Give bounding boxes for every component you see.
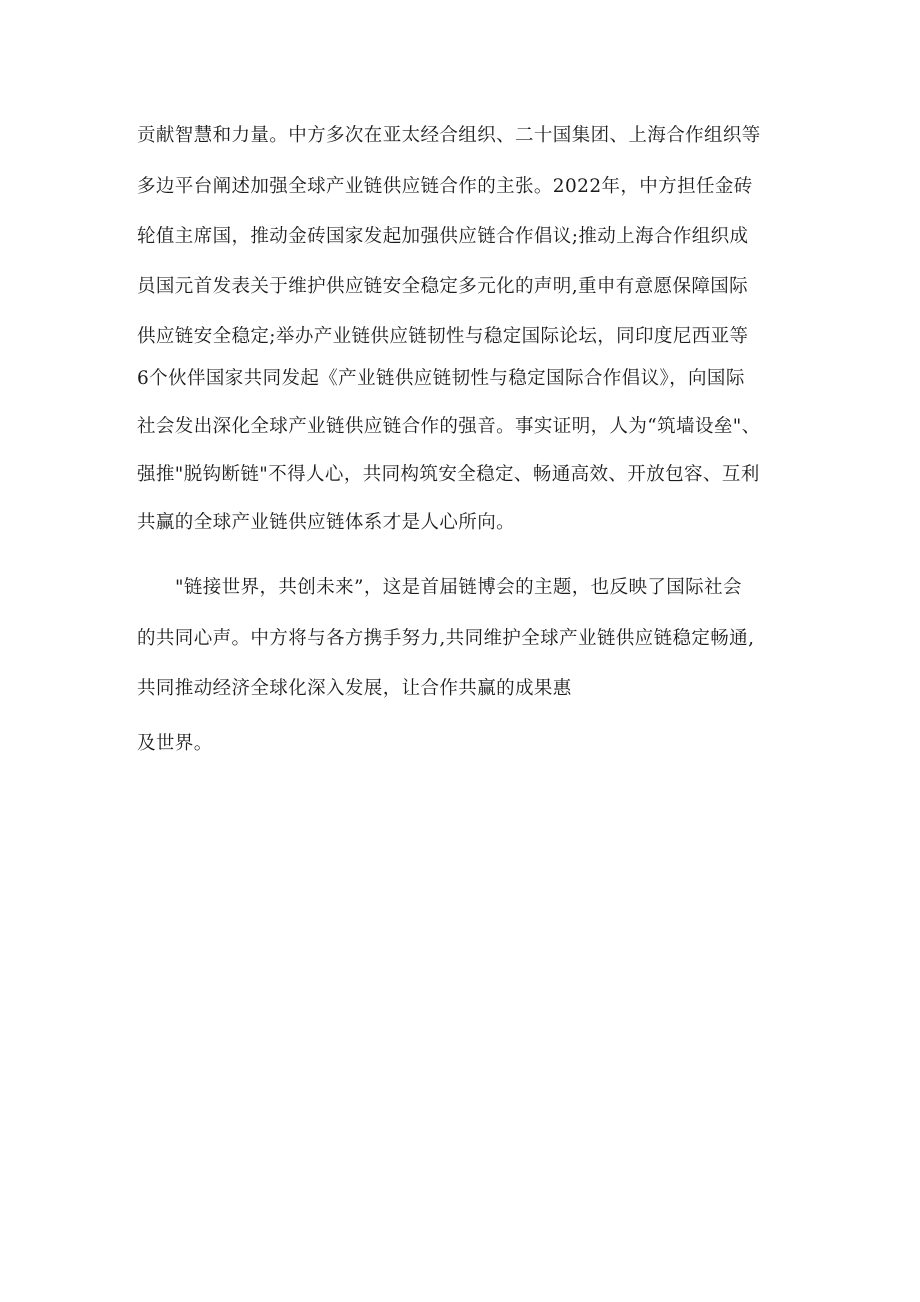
paragraph-1-line-4: 员国元首发表关于维护供应链安全稳定多元化的声明,重申有意愿保障国际 bbox=[137, 276, 749, 297]
paragraph-2-line-4: 及世界。 bbox=[137, 733, 213, 754]
paragraph-2-line-2: 的共同心声。中方将与各方携手努力,共同维护全球产业链供应链稳定畅通, bbox=[137, 628, 755, 649]
paragraph-1-line-5: 供应链安全稳定;举办产业链供应链韧性与稳定国际论坛，同印度尼西亚等 bbox=[137, 326, 749, 347]
paragraph-1-line-7: 社会发出深化全球产业链供应链合作的强音。事实证明，人为“筑墙设垒"、 bbox=[137, 416, 761, 437]
paragraph-2-line-3: 共同推动经济全球化深入发展，让合作共赢的成果惠 bbox=[137, 678, 572, 699]
paragraph-1-line-9: 共赢的全球产业链供应链体系才是人心所向。 bbox=[137, 512, 516, 533]
paragraph-1-line-8: 强推"脱钩断链"不得人心，共同构筑安全稳定、畅通高效、开放包容、互利 bbox=[137, 464, 760, 485]
paragraph-1-line-3: 轮值主席国，推动金砖国家发起加强供应链合作倡议;推动上海合作组织成 bbox=[137, 226, 749, 247]
paragraph-1-line-6: 6个伙伴国家共同发起《产业链供应链韧性与稳定国际合作倡议》，向国际 bbox=[137, 368, 745, 389]
paragraph-1-line-1: 贡献智慧和力量。中方多次在亚太经合组织、二十国集团、上海合作组织等 bbox=[137, 125, 761, 146]
paragraph-2-line-1: "链接世界，共创未来”，这是首届链博会的主题，也反映了国际社会 bbox=[175, 577, 742, 598]
paragraph-1-line-2: 多边平台阐述加强全球产业链供应链合作的主张。2022年，中方担任金砖 bbox=[137, 176, 753, 197]
